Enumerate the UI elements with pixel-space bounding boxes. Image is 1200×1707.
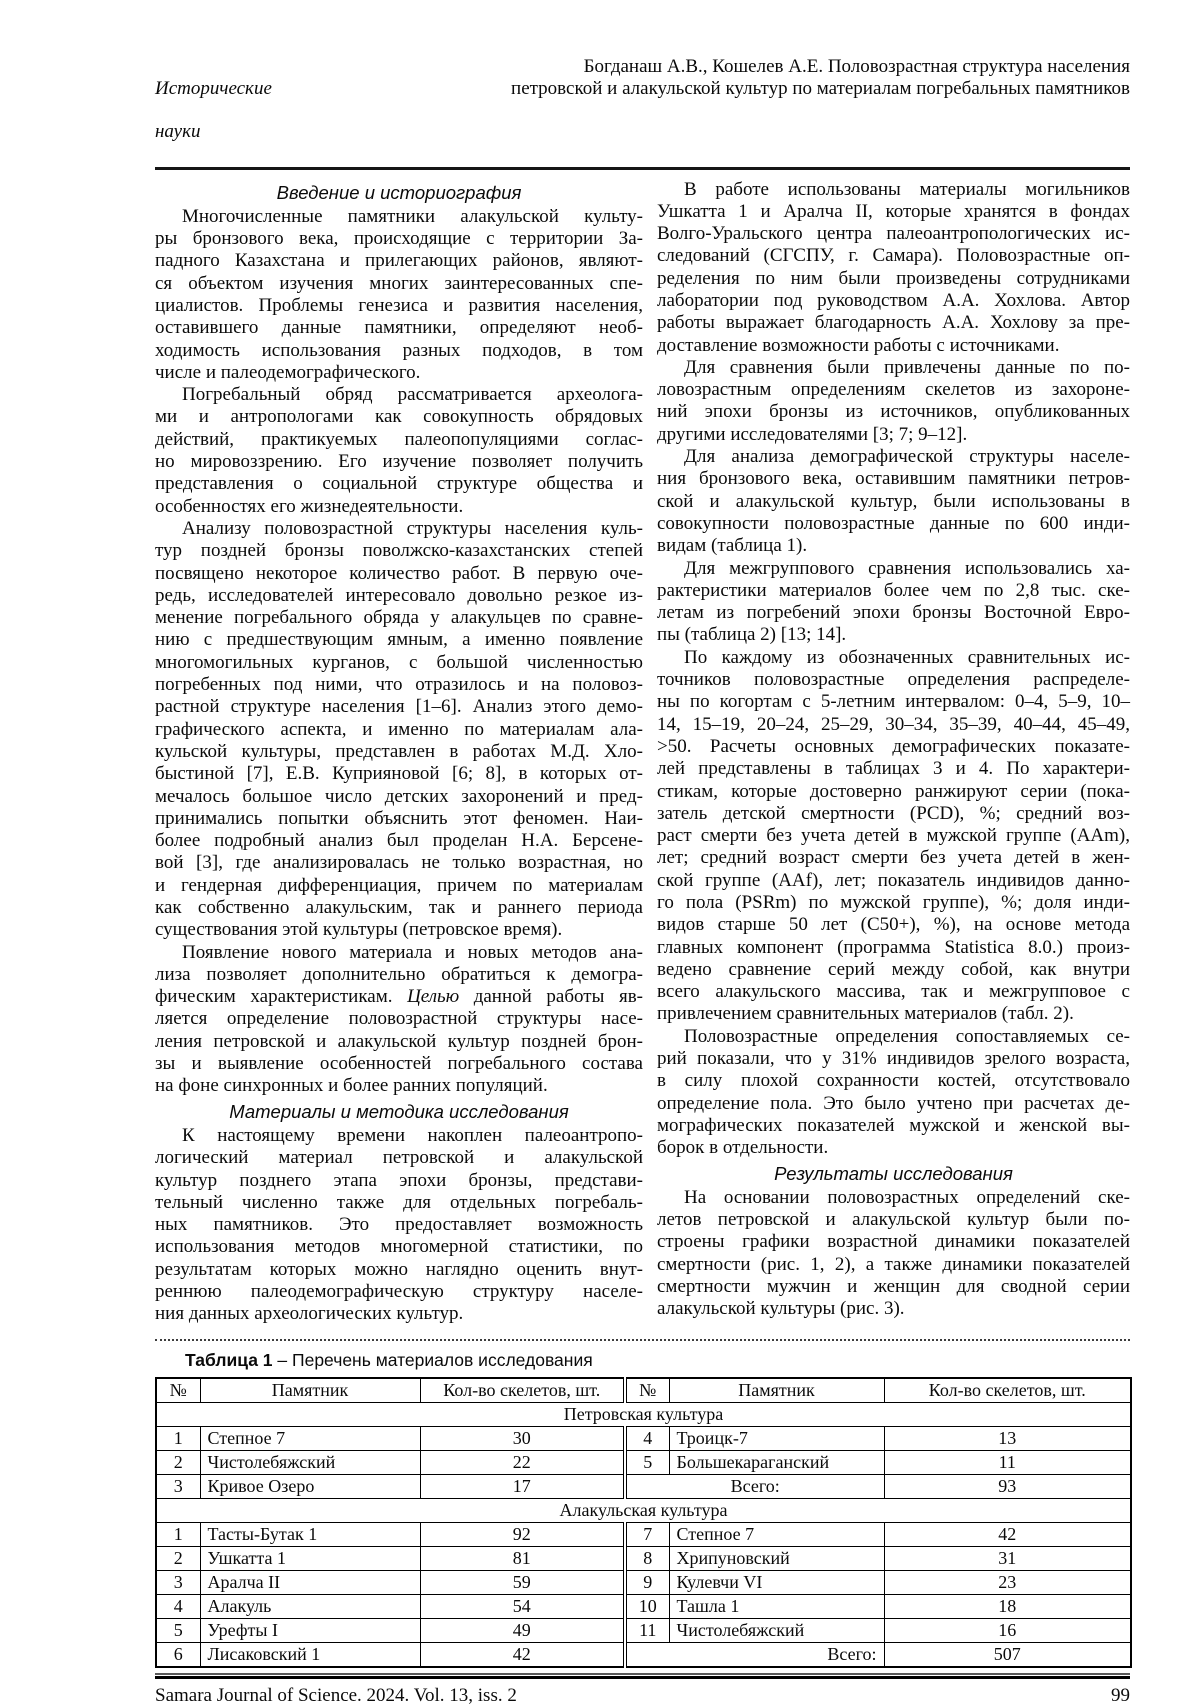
text-line: падного Казахстана и прилегающих районов, являют- xyxy=(155,250,643,272)
text-line: результатам которых можно наглядно оценить внут- xyxy=(155,1258,643,1280)
table-cell: 1 xyxy=(156,1426,200,1450)
text-line: ния данных археологических культур. xyxy=(155,1303,464,1325)
text-line: в силу плохой сохранности костей, отсутствовало xyxy=(657,1070,1130,1092)
table-row xyxy=(156,1618,1131,1642)
table-cell: Ташла 1 xyxy=(669,1594,884,1618)
table-cell: 42 xyxy=(420,1642,625,1667)
column-header: Памятник xyxy=(200,1378,420,1403)
text-line: но мировоззрению. Его изучение позволяет получить xyxy=(155,451,643,473)
table-cell: Всего: xyxy=(625,1642,884,1667)
table-cell: 7 xyxy=(625,1522,669,1546)
table-row xyxy=(156,1474,1131,1498)
text-line: летов петровской и алакульской культур были по- xyxy=(657,1209,1130,1231)
journal-page xyxy=(155,0,1130,1707)
table-cell: Троицк-7 xyxy=(669,1426,884,1450)
table-cell: 2 xyxy=(156,1450,200,1474)
section-heading-results: Результаты исследования xyxy=(774,1162,1013,1184)
table-cell: 1 xyxy=(156,1522,200,1546)
text-line: реннюю палеодемографическую структуру населе- xyxy=(155,1281,643,1303)
text-line: раст смерти без учета детей в мужской группе (AAm), xyxy=(657,825,1130,847)
paragraph xyxy=(155,384,643,518)
text-line: доставление возможности работы с источниками. xyxy=(657,334,1060,356)
text-line: Для анализа демографической структуры населе- xyxy=(684,446,1130,468)
text-line: стикам, которые достоверно ранжируют серии (пока- xyxy=(657,780,1130,802)
table-cell: Кривое Озеро xyxy=(200,1474,420,1498)
text-line: посвящено некоторое количество работ. В первую оче- xyxy=(155,562,643,584)
text-line: ся объектом изучения многих заинтересованных спе- xyxy=(155,272,643,294)
text-line: ры бронзового века, происходящие с территории За- xyxy=(155,228,643,250)
table-row xyxy=(156,1570,1131,1594)
table-cell: Всего: xyxy=(625,1474,884,1498)
text-line: смертности мужчин и женщин для сводной серии xyxy=(657,1276,1130,1298)
text-line: как собственно алакульским, так и раннего периода xyxy=(155,897,643,918)
text-line: тельный численно также для отдельных погребаль- xyxy=(155,1191,643,1213)
text-line: культур позднего этапа эпохи бронзы, представи- xyxy=(155,1169,643,1191)
table-cell: 16 xyxy=(884,1618,1131,1642)
text-line: на фоне синхронных и более ранних популяций. xyxy=(155,1075,548,1097)
table-cell: 17 xyxy=(420,1474,625,1498)
text-line: оставившего данные памятники, определяют необ- xyxy=(155,317,643,339)
table-cell: Урефты I xyxy=(200,1618,420,1642)
text-line: графического аспекта, и именно по материалам ала- xyxy=(155,718,643,740)
table-section-row xyxy=(156,1498,1131,1522)
table-cell: Большекараганский xyxy=(669,1450,884,1474)
text-line: Погребальный обряд рассматривается археолога- xyxy=(182,384,643,406)
text-line: рий показали, что у 31% индивидов зрелого возраста, xyxy=(657,1048,1130,1070)
text-line: погребенных под ними, что отразилось и на половоз- xyxy=(155,674,643,696)
table-cell: 49 xyxy=(420,1618,625,1642)
text-line: быстиной [7], Е.В. Куприяновой [6; 8], в которых от- xyxy=(155,763,643,785)
text-line: затель детской смертности (PCD), %; средний воз- xyxy=(657,802,1130,824)
column-header: № xyxy=(625,1378,669,1403)
text-line: рактеристики материалов более чем по 2,8 тыс. ске- xyxy=(657,579,1130,601)
table-cell: 31 xyxy=(884,1546,1131,1570)
table-row xyxy=(156,1522,1131,1546)
table-cell: 6 xyxy=(156,1642,200,1667)
text-line: действий, практикуемых палеопопуляциями соглас- xyxy=(155,428,643,450)
table-cell: 3 xyxy=(156,1474,200,1498)
text-line: ния бронзового века, оставившим памятники петров- xyxy=(657,468,1130,490)
text-line: ходимость использования разных подходов, в том xyxy=(155,339,643,361)
text-line: К настоящему времени накоплен палеоантропо- xyxy=(182,1124,643,1146)
table-cell: 8 xyxy=(625,1546,669,1570)
text-line: зы и выявление особенностей погребального состава xyxy=(155,1053,643,1075)
text-line: >50. Расчеты основных демографических показате- xyxy=(657,735,1130,757)
table-cell: 13 xyxy=(884,1426,1131,1450)
text-line: растной структуре населения [1–6]. Анализ этого демо- xyxy=(155,696,643,718)
column-right xyxy=(657,179,1130,1326)
journal-citation: Samara Journal of Science. 2024. Vol. 13, iss. 2 xyxy=(155,1684,517,1706)
table-caption-text: – Перечень материалов исследования xyxy=(272,1349,593,1370)
materials-table xyxy=(155,1377,1132,1668)
text-line: многомогильных курганов, с большой численностью xyxy=(155,651,643,673)
text-line: ределения по ним были произведены сотрудниками xyxy=(657,267,1130,289)
text-line: редь, исследователей интересовало довольно резкое из- xyxy=(155,584,643,606)
footer-rule xyxy=(155,1673,1130,1679)
running-head-title-line2: петровской и алакульской культур по материалам погребальных памятников xyxy=(511,77,1130,99)
table-cell: 5 xyxy=(625,1450,669,1474)
text-line: другими исследователями [3; 7; 9–12]. xyxy=(657,423,968,445)
text-line: вой [3], где анализировалась не только возрастная, но xyxy=(155,852,643,874)
text-line: 14, 15–19, 20–24, 25–29, 30–34, 35–39, 40–44, 45–49, xyxy=(657,713,1130,735)
table-cell: 22 xyxy=(420,1450,625,1474)
text-line: Волго-Уральского центра палеоантропологических ис- xyxy=(657,223,1130,245)
text-line: смертности (рис. 1, 2), а также динамики показателей xyxy=(657,1253,1130,1275)
table-caption xyxy=(185,1350,1130,1371)
text-line: совокупности половозрастные данные по 600 инди- xyxy=(657,512,1130,534)
paragraph xyxy=(657,558,1130,647)
text-line: ской группе (AAf), лет; показатель индивидов данно- xyxy=(657,869,1130,891)
text-line: Половозрастные определения сопоставляемых се- xyxy=(684,1025,1130,1047)
table-cell: 3 xyxy=(156,1570,200,1594)
text-line: мечалось большое число детских захоронений и пред- xyxy=(155,785,643,807)
table-cell: 54 xyxy=(420,1594,625,1618)
running-head-section xyxy=(155,56,272,164)
table-cell: 92 xyxy=(420,1522,625,1546)
text-line: ний эпохи бронзы из источников, опубликованных xyxy=(657,401,1130,423)
table-section-title: Петровская культура xyxy=(156,1402,1131,1426)
running-head-section-line2: науки xyxy=(155,120,201,142)
table-cell: Чистолебяжский xyxy=(669,1618,884,1642)
text-line: лаборатории под руководством А.А. Хохлова. Автор xyxy=(657,289,1130,311)
text-line: всего алакульского массива, так и межгрупповое с xyxy=(657,981,1130,1003)
paragraph xyxy=(657,1026,1130,1160)
table-row xyxy=(156,1426,1131,1450)
page-footer xyxy=(155,1685,1130,1707)
text-line: особенностях его жизнедеятельности. xyxy=(155,495,464,517)
text-line: алакульской культуры (рис. 3). xyxy=(657,1298,905,1320)
table-cell: 42 xyxy=(884,1522,1131,1546)
text-line: менение погребального обряда у алакульцев по сравне- xyxy=(155,607,643,629)
text-line: борок в отдельности. xyxy=(657,1137,829,1159)
text-line: ляется определение половозрастной структуры насе- xyxy=(155,1008,643,1030)
text-line: строены графики возрастной динамики показателей xyxy=(657,1231,1130,1253)
text-line: представления о социальной структуре общества и xyxy=(155,473,643,495)
paragraph xyxy=(657,179,1130,357)
text-line: нию с предшествующим ямным, а именно появление xyxy=(155,629,643,651)
table-cell: Хрипуновский xyxy=(669,1546,884,1570)
table-cell: 93 xyxy=(884,1474,1131,1498)
paragraph xyxy=(155,942,643,1098)
table-cell: 10 xyxy=(625,1594,669,1618)
text-line: использования методов многомерной статистики, по xyxy=(155,1236,643,1258)
column-left xyxy=(155,179,643,1326)
table-cell: Кулевчи VI xyxy=(669,1570,884,1594)
table-cell: Аралча II xyxy=(200,1570,420,1594)
table-cell: Алакуль xyxy=(200,1594,420,1618)
paragraph xyxy=(657,647,1130,1026)
table-cell: 23 xyxy=(884,1570,1131,1594)
text-line: В работе использованы материалы могильников xyxy=(684,178,1130,200)
article-body xyxy=(155,179,1130,1326)
running-head xyxy=(155,56,1130,164)
table-cell: 18 xyxy=(884,1594,1131,1618)
text-line: Для сравнения были привлечены данные по по- xyxy=(684,356,1130,378)
text-line: и гендерная дифференциация, причем по материалам xyxy=(155,874,643,896)
text-line: По каждому из обозначенных сравнительных ис- xyxy=(684,646,1130,668)
table-cell: 9 xyxy=(625,1570,669,1594)
text-line: лиза позволяет дополнительно обратиться к демогра- xyxy=(155,963,643,985)
table-cell: Ушкатта 1 xyxy=(200,1546,420,1570)
table-cell: 11 xyxy=(884,1450,1131,1474)
header-rule xyxy=(155,167,1130,170)
text-line: Появление нового материала и новых методов ана- xyxy=(182,941,643,963)
text-line: Многочисленные памятники алакульской культу- xyxy=(182,205,643,227)
text-line: На основании половозрастных определений ске- xyxy=(684,1186,1130,1208)
text-line: работы выражает благодарность А.А. Хохлову за пре- xyxy=(657,312,1130,334)
table-cell: 4 xyxy=(156,1594,200,1618)
table-caption-label: Таблица 1 xyxy=(185,1349,273,1370)
text-line: Для межгруппового сравнения использовались ха- xyxy=(684,557,1130,579)
paragraph xyxy=(155,206,643,384)
running-head-title-line1: Богданаш А.В., Кошелев А.Е. Половозрастная структура населения xyxy=(583,56,1130,77)
text-line: Ушкатта 1 и Аралча II, которые хранятся в фондах xyxy=(657,200,1130,222)
text-line: следований (СГСПУ, г. Самара). Половозрастные оп- xyxy=(657,245,1130,267)
running-head-title xyxy=(511,56,1130,99)
text-line: ны по когортам с 5-летним интервалом: 0–4, 5–9, 10– xyxy=(657,691,1130,713)
paragraph xyxy=(155,518,643,942)
table-cell: 30 xyxy=(420,1426,625,1450)
text-line: числе и палеодемографического. xyxy=(155,361,421,383)
column-header: № xyxy=(156,1378,200,1403)
text-line: Анализу половозрастной структуры населения куль- xyxy=(182,517,643,539)
table-cell: 4 xyxy=(625,1426,669,1450)
table-row xyxy=(156,1594,1131,1618)
table-cell: Тасты-Бутак 1 xyxy=(200,1522,420,1546)
text-line: ловозрастным определениям скелетов из захороне- xyxy=(657,379,1130,401)
column-header: Кол-во скелетов, шт. xyxy=(884,1378,1131,1403)
table-cell: 507 xyxy=(884,1642,1131,1667)
table-cell: 11 xyxy=(625,1618,669,1642)
text-line: точников половозрастные определения распределе- xyxy=(657,669,1130,691)
text-line: главных компонент (программа Statistica 8.0.) произ- xyxy=(657,936,1130,958)
text-line: тур поздней бронзы поволжско-казахстанских степей xyxy=(155,540,643,562)
table-row xyxy=(156,1450,1131,1474)
text-line: ми и антропологами как совокупность обрядовых xyxy=(155,406,643,428)
section-heading-methods: Материалы и методика исследования xyxy=(229,1100,569,1122)
text-line: принимались попытки объяснить этот феномен. Наи- xyxy=(155,807,643,829)
text-line: существования этой культуры (петровское время). xyxy=(155,919,563,941)
text-line: лей представлены в таблицах 3 и 4. По характери- xyxy=(657,758,1130,780)
text-line: лет; средний возраст смерти без учета детей в жен- xyxy=(657,847,1130,869)
text-line: мографических показателей мужской и женской вы- xyxy=(657,1114,1130,1136)
paragraph xyxy=(155,1125,643,1326)
dotted-divider xyxy=(155,1339,1130,1341)
running-head-section-line1: Исторические xyxy=(155,77,272,99)
paragraph xyxy=(657,1187,1130,1321)
table-row xyxy=(156,1546,1131,1570)
text-line: видам (таблица 1). xyxy=(657,535,808,557)
table-cell: 59 xyxy=(420,1570,625,1594)
paragraph xyxy=(657,357,1130,446)
paragraph xyxy=(657,446,1130,557)
column-header: Памятник xyxy=(669,1378,884,1403)
table-section-title: Алакульская культура xyxy=(156,1498,1131,1522)
text-line: определение пола. Это было учтено при расчетах де- xyxy=(657,1092,1130,1114)
table-cell: 81 xyxy=(420,1546,625,1570)
text-line: циалистов. Проблемы генезиса и развития населения, xyxy=(155,294,643,316)
text-line: пы (таблица 2) [13; 14]. xyxy=(657,624,847,646)
text-line: ской и алакульской культур, были использованы в xyxy=(657,490,1130,512)
text-line: ных памятников. Это предоставляет возможность xyxy=(155,1214,643,1236)
section-heading-introduction: Введение и историография xyxy=(276,181,522,203)
text-line: го пола (PSRm) по мужской группе), %; доля инди- xyxy=(657,892,1130,913)
table-cell: Чистолебяжский xyxy=(200,1450,420,1474)
table-cell: Степное 7 xyxy=(669,1522,884,1546)
table-row xyxy=(156,1642,1131,1667)
table-section-row xyxy=(156,1402,1131,1426)
page-number: 99 xyxy=(1111,1684,1130,1706)
text-line: логический материал петровской и алакульской xyxy=(155,1147,643,1169)
column-header: Кол-во скелетов, шт. xyxy=(420,1378,625,1403)
text-line: видов старше 50 лет (С50+), %), на основе метода xyxy=(657,914,1130,936)
text-line: более подробный анализ был проделан Н.А. Берсене- xyxy=(155,830,643,852)
text-line: фическим характеристикам. Целью данной работы яв- xyxy=(155,986,643,1008)
text-line: кульской культуры, представлен в работах М.Д. Хло- xyxy=(155,740,643,762)
table-cell: Лисаковский 1 xyxy=(200,1642,420,1667)
table-cell: Степное 7 xyxy=(200,1426,420,1450)
table-cell: 2 xyxy=(156,1546,200,1570)
text-line: летам из погребений эпохи бронзы Восточной Евро- xyxy=(657,602,1130,624)
text-line: ления петровской и алакульской культур поздней брон- xyxy=(155,1030,643,1052)
text-line: ведено сравнение серий между собой, как внутри xyxy=(657,958,1130,980)
text-line: привлечением сравнительных материалов (табл. 2). xyxy=(657,1003,1074,1025)
table-cell: 5 xyxy=(156,1618,200,1642)
